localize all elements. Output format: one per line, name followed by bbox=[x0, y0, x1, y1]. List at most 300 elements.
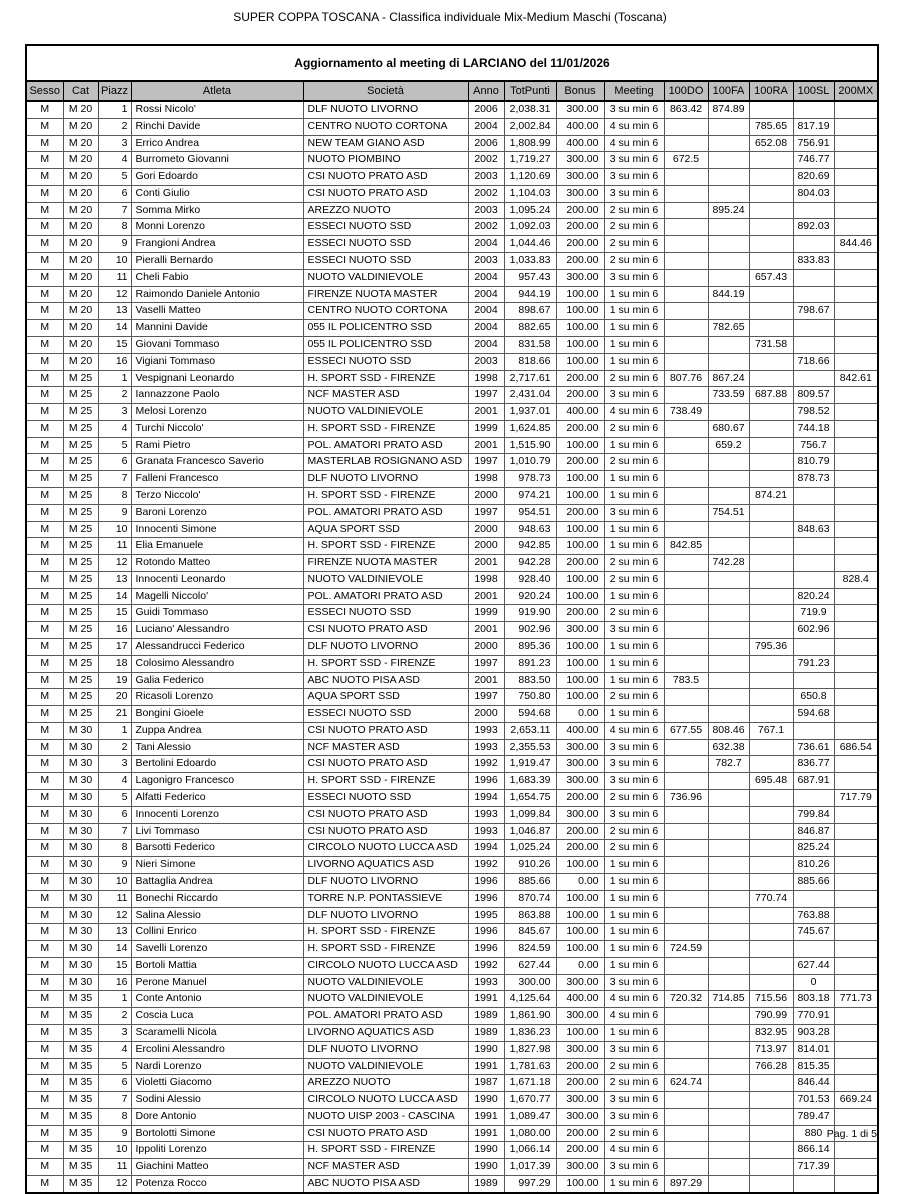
table-row bbox=[26, 588, 878, 605]
cell-100fa: 714.85 bbox=[708, 991, 749, 1008]
cell-100do bbox=[664, 873, 708, 890]
cell-bonus: 200.00 bbox=[556, 253, 604, 270]
cell-meeting: 4 su min 6 bbox=[604, 722, 664, 739]
cell-sesso: M bbox=[26, 487, 63, 504]
cell-bonus: 100.00 bbox=[556, 303, 604, 320]
cell-piazz: 5 bbox=[98, 169, 131, 186]
table-row bbox=[26, 185, 878, 202]
cell-bonus: 200.00 bbox=[556, 1058, 604, 1075]
cell-anno: 1990 bbox=[468, 1142, 504, 1159]
cell-piazz: 8 bbox=[98, 487, 131, 504]
column-header-100sl: 100SL bbox=[793, 81, 834, 101]
cell-bonus: 200.00 bbox=[556, 555, 604, 572]
cell-200mx bbox=[834, 169, 878, 186]
cell-100ra bbox=[749, 672, 793, 689]
cell-totpunti: 910.26 bbox=[504, 857, 556, 874]
cell-100sl: 810.26 bbox=[793, 857, 834, 874]
cell-bonus: 100.00 bbox=[556, 689, 604, 706]
cell-societ-: ESSECI NUOTO SSD bbox=[303, 605, 468, 622]
cell-200mx bbox=[834, 622, 878, 639]
cell-100sl bbox=[793, 1176, 834, 1193]
cell-societ-: NUOTO VALDINIEVOLE bbox=[303, 1058, 468, 1075]
cell-100fa bbox=[708, 219, 749, 236]
cell-200mx bbox=[834, 1075, 878, 1092]
cell-100fa bbox=[708, 303, 749, 320]
cell-totpunti: 895.36 bbox=[504, 639, 556, 656]
cell-cat: M 30 bbox=[63, 957, 98, 974]
cell-bonus: 0.00 bbox=[556, 873, 604, 890]
cell-anno: 2000 bbox=[468, 639, 504, 656]
table-row bbox=[26, 538, 878, 555]
cell-societ-: DLF NUOTO LIVORNO bbox=[303, 471, 468, 488]
cell-100sl: 763.88 bbox=[793, 907, 834, 924]
cell-100ra: 731.58 bbox=[749, 336, 793, 353]
cell-100do bbox=[664, 555, 708, 572]
cell-100do bbox=[664, 420, 708, 437]
cell-societ-: AREZZO NUOTO bbox=[303, 1075, 468, 1092]
cell-piazz: 6 bbox=[98, 185, 131, 202]
cell-meeting: 3 su min 6 bbox=[604, 1041, 664, 1058]
cell-sesso: M bbox=[26, 521, 63, 538]
cell-societ-: DLF NUOTO LIVORNO bbox=[303, 907, 468, 924]
table-row bbox=[26, 135, 878, 152]
cell-100sl: 833.83 bbox=[793, 253, 834, 270]
cell-atleta: Bortoli Mattia bbox=[131, 957, 303, 974]
cell-100ra bbox=[749, 739, 793, 756]
cell-100sl: 825.24 bbox=[793, 840, 834, 857]
cell-100do bbox=[664, 118, 708, 135]
cell-100ra bbox=[749, 236, 793, 253]
cell-100fa bbox=[708, 1142, 749, 1159]
cell-100do bbox=[664, 185, 708, 202]
cell-anno: 1992 bbox=[468, 756, 504, 773]
cell-societ-: FIRENZE NUOTA MASTER bbox=[303, 286, 468, 303]
cell-200mx: 717.79 bbox=[834, 790, 878, 807]
cell-atleta: Alessandrucci Federico bbox=[131, 639, 303, 656]
cell-100fa bbox=[708, 790, 749, 807]
cell-societ-: POL. AMATORI PRATO ASD bbox=[303, 504, 468, 521]
cell-anno: 1990 bbox=[468, 1092, 504, 1109]
cell-totpunti: 944.19 bbox=[504, 286, 556, 303]
cell-cat: M 30 bbox=[63, 924, 98, 941]
table-row bbox=[26, 1176, 878, 1193]
cell-sesso: M bbox=[26, 1108, 63, 1125]
cell-anno: 2001 bbox=[468, 404, 504, 421]
cell-100fa bbox=[708, 806, 749, 823]
cell-cat: M 25 bbox=[63, 454, 98, 471]
cell-100fa bbox=[708, 253, 749, 270]
cell-100sl bbox=[793, 101, 834, 118]
cell-100do bbox=[664, 1159, 708, 1176]
cell-sesso: M bbox=[26, 169, 63, 186]
table-subtitle: Aggiornamento al meeting di LARCIANO del 11/01/2026 bbox=[26, 45, 878, 81]
cell-100ra bbox=[749, 1159, 793, 1176]
column-header-anno: Anno bbox=[468, 81, 504, 101]
cell-atleta: Iannazzone Paolo bbox=[131, 387, 303, 404]
cell-100ra bbox=[749, 941, 793, 958]
cell-cat: M 35 bbox=[63, 1108, 98, 1125]
cell-200mx: 842.61 bbox=[834, 370, 878, 387]
cell-100fa bbox=[708, 857, 749, 874]
cell-sesso: M bbox=[26, 1075, 63, 1092]
cell-cat: M 20 bbox=[63, 269, 98, 286]
cell-200mx bbox=[834, 890, 878, 907]
cell-atleta: Frangioni Andrea bbox=[131, 236, 303, 253]
cell-100sl: 791.23 bbox=[793, 655, 834, 672]
cell-sesso: M bbox=[26, 420, 63, 437]
cell-cat: M 35 bbox=[63, 1075, 98, 1092]
cell-cat: M 35 bbox=[63, 1058, 98, 1075]
cell-meeting: 1 su min 6 bbox=[604, 890, 664, 907]
cell-societ-: AREZZO NUOTO bbox=[303, 202, 468, 219]
cell-anno: 2002 bbox=[468, 152, 504, 169]
cell-anno: 1999 bbox=[468, 605, 504, 622]
cell-societ-: CENTRO NUOTO CORTONA bbox=[303, 118, 468, 135]
cell-100ra bbox=[749, 1176, 793, 1193]
cell-cat: M 30 bbox=[63, 890, 98, 907]
cell-100do bbox=[664, 487, 708, 504]
cell-totpunti: 2,038.31 bbox=[504, 101, 556, 118]
cell-sesso: M bbox=[26, 253, 63, 270]
cell-cat: M 20 bbox=[63, 118, 98, 135]
cell-sesso: M bbox=[26, 739, 63, 756]
cell-bonus: 300.00 bbox=[556, 1008, 604, 1025]
cell-100do: 842.85 bbox=[664, 538, 708, 555]
table-row bbox=[26, 1075, 878, 1092]
cell-anno: 2004 bbox=[468, 336, 504, 353]
cell-atleta: Dore Antonio bbox=[131, 1108, 303, 1125]
cell-200mx bbox=[834, 722, 878, 739]
cell-societ-: MASTERLAB ROSIGNANO ASD bbox=[303, 454, 468, 471]
cell-100ra bbox=[749, 286, 793, 303]
cell-atleta: Rami Pietro bbox=[131, 437, 303, 454]
table-row bbox=[26, 118, 878, 135]
table-row bbox=[26, 941, 878, 958]
cell-100ra: 652.08 bbox=[749, 135, 793, 152]
cell-atleta: Innocenti Lorenzo bbox=[131, 806, 303, 823]
cell-sesso: M bbox=[26, 236, 63, 253]
cell-100do bbox=[664, 202, 708, 219]
cell-anno: 1993 bbox=[468, 823, 504, 840]
cell-sesso: M bbox=[26, 722, 63, 739]
cell-societ-: CSI NUOTO PRATO ASD bbox=[303, 823, 468, 840]
cell-bonus: 200.00 bbox=[556, 202, 604, 219]
cell-meeting: 3 su min 6 bbox=[604, 1108, 664, 1125]
column-header-100ra: 100RA bbox=[749, 81, 793, 101]
cell-100sl: 836.77 bbox=[793, 756, 834, 773]
cell-100do: 897.29 bbox=[664, 1176, 708, 1193]
table-row bbox=[26, 873, 878, 890]
cell-200mx bbox=[834, 588, 878, 605]
cell-piazz: 3 bbox=[98, 135, 131, 152]
cell-atleta: Rinchi Davide bbox=[131, 118, 303, 135]
cell-meeting: 3 su min 6 bbox=[604, 739, 664, 756]
column-header-piazz: Piazz bbox=[98, 81, 131, 101]
cell-meeting: 2 su min 6 bbox=[604, 454, 664, 471]
cell-sesso: M bbox=[26, 118, 63, 135]
cell-bonus: 100.00 bbox=[556, 672, 604, 689]
cell-piazz: 8 bbox=[98, 840, 131, 857]
cell-200mx bbox=[834, 773, 878, 790]
cell-meeting: 3 su min 6 bbox=[604, 269, 664, 286]
cell-totpunti: 919.90 bbox=[504, 605, 556, 622]
cell-100sl: 814.01 bbox=[793, 1041, 834, 1058]
cell-atleta: Lagonigro Francesco bbox=[131, 773, 303, 790]
cell-cat: M 25 bbox=[63, 387, 98, 404]
cell-100ra bbox=[749, 219, 793, 236]
cell-bonus: 200.00 bbox=[556, 454, 604, 471]
cell-meeting: 2 su min 6 bbox=[604, 420, 664, 437]
cell-piazz: 13 bbox=[98, 303, 131, 320]
cell-societ-: H. SPORT SSD - FIRENZE bbox=[303, 655, 468, 672]
cell-meeting: 3 su min 6 bbox=[604, 773, 664, 790]
cell-societ-: TORRE N.P. PONTASSIEVE bbox=[303, 890, 468, 907]
cell-atleta: Scaramelli Nicola bbox=[131, 1024, 303, 1041]
cell-anno: 1993 bbox=[468, 806, 504, 823]
cell-meeting: 1 su min 6 bbox=[604, 924, 664, 941]
cell-100do bbox=[664, 303, 708, 320]
cell-societ-: CSI NUOTO PRATO ASD bbox=[303, 722, 468, 739]
cell-100ra bbox=[749, 907, 793, 924]
cell-societ-: ESSECI NUOTO SSD bbox=[303, 253, 468, 270]
cell-totpunti: 1,095.24 bbox=[504, 202, 556, 219]
cell-cat: M 20 bbox=[63, 236, 98, 253]
cell-meeting: 1 su min 6 bbox=[604, 320, 664, 337]
cell-societ-: CSI NUOTO PRATO ASD bbox=[303, 169, 468, 186]
cell-societ-: CENTRO NUOTO CORTONA bbox=[303, 303, 468, 320]
cell-100do bbox=[664, 336, 708, 353]
table-row bbox=[26, 639, 878, 656]
cell-100fa: 874.89 bbox=[708, 101, 749, 118]
cell-100sl: 878.73 bbox=[793, 471, 834, 488]
cell-piazz: 2 bbox=[98, 387, 131, 404]
cell-totpunti: 1,017.39 bbox=[504, 1159, 556, 1176]
cell-200mx bbox=[834, 471, 878, 488]
cell-meeting: 1 su min 6 bbox=[604, 303, 664, 320]
cell-atleta: Somma Mirko bbox=[131, 202, 303, 219]
cell-piazz: 15 bbox=[98, 957, 131, 974]
cell-100fa bbox=[708, 538, 749, 555]
cell-100sl bbox=[793, 202, 834, 219]
cell-bonus: 200.00 bbox=[556, 370, 604, 387]
cell-100sl: 701.53 bbox=[793, 1092, 834, 1109]
cell-anno: 1996 bbox=[468, 890, 504, 907]
cell-societ-: 055 IL POLICENTRO SSD bbox=[303, 336, 468, 353]
cell-200mx: 844.46 bbox=[834, 236, 878, 253]
cell-100fa: 754.51 bbox=[708, 504, 749, 521]
cell-atleta: Luciano' Alessandro bbox=[131, 622, 303, 639]
cell-200mx bbox=[834, 387, 878, 404]
cell-totpunti: 1,808.99 bbox=[504, 135, 556, 152]
cell-100fa: 895.24 bbox=[708, 202, 749, 219]
cell-meeting: 1 su min 6 bbox=[604, 538, 664, 555]
cell-200mx bbox=[834, 857, 878, 874]
cell-anno: 2001 bbox=[468, 555, 504, 572]
cell-societ-: POL. AMATORI PRATO ASD bbox=[303, 1008, 468, 1025]
cell-totpunti: 4,125.64 bbox=[504, 991, 556, 1008]
cell-100fa bbox=[708, 1108, 749, 1125]
cell-100sl bbox=[793, 487, 834, 504]
cell-anno: 1993 bbox=[468, 974, 504, 991]
cell-societ-: H. SPORT SSD - FIRENZE bbox=[303, 370, 468, 387]
cell-piazz: 9 bbox=[98, 236, 131, 253]
page-title: SUPER COPPA TOSCANA - Classifica individuale Mix-Medium Maschi (Toscana) bbox=[233, 10, 667, 24]
table-row bbox=[26, 454, 878, 471]
cell-100sl: 756.91 bbox=[793, 135, 834, 152]
cell-100fa bbox=[708, 185, 749, 202]
cell-atleta: Tani Alessio bbox=[131, 739, 303, 756]
cell-atleta: Ercolini Alessandro bbox=[131, 1041, 303, 1058]
cell-100sl bbox=[793, 504, 834, 521]
cell-societ-: ESSECI NUOTO SSD bbox=[303, 219, 468, 236]
cell-200mx bbox=[834, 118, 878, 135]
cell-totpunti: 870.74 bbox=[504, 890, 556, 907]
cell-200mx bbox=[834, 907, 878, 924]
cell-sesso: M bbox=[26, 471, 63, 488]
cell-meeting: 3 su min 6 bbox=[604, 622, 664, 639]
table-row bbox=[26, 1142, 878, 1159]
cell-atleta: Savelli Lorenzo bbox=[131, 941, 303, 958]
cell-meeting: 2 su min 6 bbox=[604, 555, 664, 572]
cell-bonus: 200.00 bbox=[556, 219, 604, 236]
cell-piazz: 18 bbox=[98, 655, 131, 672]
cell-piazz: 15 bbox=[98, 605, 131, 622]
cell-cat: M 20 bbox=[63, 353, 98, 370]
cell-cat: M 25 bbox=[63, 622, 98, 639]
cell-100fa bbox=[708, 655, 749, 672]
table-row bbox=[26, 806, 878, 823]
cell-societ-: FIRENZE NUOTA MASTER bbox=[303, 555, 468, 572]
cell-piazz: 3 bbox=[98, 404, 131, 421]
cell-anno: 2001 bbox=[468, 437, 504, 454]
cell-100ra: 766.28 bbox=[749, 1058, 793, 1075]
cell-cat: M 25 bbox=[63, 588, 98, 605]
cell-bonus: 200.00 bbox=[556, 420, 604, 437]
cell-200mx bbox=[834, 1041, 878, 1058]
cell-100ra: 832.95 bbox=[749, 1024, 793, 1041]
cell-bonus: 200.00 bbox=[556, 504, 604, 521]
cell-anno: 2004 bbox=[468, 118, 504, 135]
cell-100ra bbox=[749, 253, 793, 270]
cell-100sl bbox=[793, 555, 834, 572]
cell-bonus: 100.00 bbox=[556, 471, 604, 488]
cell-totpunti: 1,515.90 bbox=[504, 437, 556, 454]
cell-100ra bbox=[749, 555, 793, 572]
cell-200mx bbox=[834, 689, 878, 706]
cell-200mx bbox=[834, 504, 878, 521]
cell-totpunti: 928.40 bbox=[504, 571, 556, 588]
cell-200mx bbox=[834, 1108, 878, 1125]
cell-totpunti: 1,025.24 bbox=[504, 840, 556, 857]
cell-meeting: 1 su min 6 bbox=[604, 437, 664, 454]
cell-100do bbox=[664, 1041, 708, 1058]
cell-100sl: 798.52 bbox=[793, 404, 834, 421]
cell-meeting: 3 su min 6 bbox=[604, 756, 664, 773]
cell-meeting: 4 su min 6 bbox=[604, 118, 664, 135]
cell-100sl: 602.96 bbox=[793, 622, 834, 639]
cell-totpunti: 1,089.47 bbox=[504, 1108, 556, 1125]
table-row bbox=[26, 672, 878, 689]
cell-cat: M 20 bbox=[63, 320, 98, 337]
cell-100fa bbox=[708, 169, 749, 186]
cell-meeting: 3 su min 6 bbox=[604, 152, 664, 169]
cell-totpunti: 831.58 bbox=[504, 336, 556, 353]
cell-piazz: 8 bbox=[98, 219, 131, 236]
cell-atleta: Guidi Tommaso bbox=[131, 605, 303, 622]
cell-200mx bbox=[834, 756, 878, 773]
cell-totpunti: 891.23 bbox=[504, 655, 556, 672]
cell-atleta: Vespignani Leonardo bbox=[131, 370, 303, 387]
cell-anno: 2003 bbox=[468, 253, 504, 270]
cell-anno: 1999 bbox=[468, 420, 504, 437]
cell-100do bbox=[664, 907, 708, 924]
cell-100do bbox=[664, 1108, 708, 1125]
cell-atleta: Livi Tommaso bbox=[131, 823, 303, 840]
cell-societ-: DLF NUOTO LIVORNO bbox=[303, 873, 468, 890]
cell-200mx bbox=[834, 185, 878, 202]
cell-bonus: 200.00 bbox=[556, 1075, 604, 1092]
cell-100fa: 782.7 bbox=[708, 756, 749, 773]
cell-bonus: 100.00 bbox=[556, 286, 604, 303]
cell-bonus: 300.00 bbox=[556, 773, 604, 790]
cell-piazz: 6 bbox=[98, 806, 131, 823]
cell-anno: 1996 bbox=[468, 773, 504, 790]
cell-cat: M 20 bbox=[63, 135, 98, 152]
cell-atleta: Nardi Lorenzo bbox=[131, 1058, 303, 1075]
cell-200mx bbox=[834, 873, 878, 890]
cell-meeting: 1 su min 6 bbox=[604, 588, 664, 605]
cell-100ra bbox=[749, 169, 793, 186]
cell-200mx bbox=[834, 286, 878, 303]
cell-societ-: CSI NUOTO PRATO ASD bbox=[303, 185, 468, 202]
cell-100ra bbox=[749, 538, 793, 555]
cell-100sl: 798.67 bbox=[793, 303, 834, 320]
cell-totpunti: 1,044.46 bbox=[504, 236, 556, 253]
cell-100fa: 632.38 bbox=[708, 739, 749, 756]
cell-societ-: NUOTO VALDINIEVOLE bbox=[303, 974, 468, 991]
cell-sesso: M bbox=[26, 957, 63, 974]
cell-200mx bbox=[834, 336, 878, 353]
cell-anno: 1991 bbox=[468, 1058, 504, 1075]
cell-meeting: 1 su min 6 bbox=[604, 857, 664, 874]
cell-atleta: Rossi Nicolo' bbox=[131, 101, 303, 118]
cell-cat: M 25 bbox=[63, 471, 98, 488]
cell-100do bbox=[664, 957, 708, 974]
cell-cat: M 25 bbox=[63, 504, 98, 521]
cell-atleta: Raimondo Daniele Antonio bbox=[131, 286, 303, 303]
classification-table bbox=[25, 44, 879, 1194]
cell-100fa bbox=[708, 689, 749, 706]
cell-anno: 1997 bbox=[468, 387, 504, 404]
cell-cat: M 25 bbox=[63, 672, 98, 689]
cell-cat: M 25 bbox=[63, 639, 98, 656]
cell-anno: 1990 bbox=[468, 1159, 504, 1176]
cell-totpunti: 1,827.98 bbox=[504, 1041, 556, 1058]
cell-atleta: Turchi Niccolo' bbox=[131, 420, 303, 437]
cell-sesso: M bbox=[26, 571, 63, 588]
table-row bbox=[26, 303, 878, 320]
cell-anno: 2006 bbox=[468, 101, 504, 118]
cell-piazz: 4 bbox=[98, 152, 131, 169]
cell-200mx bbox=[834, 823, 878, 840]
cell-100ra bbox=[749, 1142, 793, 1159]
cell-anno: 1992 bbox=[468, 957, 504, 974]
cell-100fa bbox=[708, 487, 749, 504]
cell-totpunti: 997.29 bbox=[504, 1176, 556, 1193]
cell-100ra bbox=[749, 420, 793, 437]
table-row bbox=[26, 924, 878, 941]
cell-atleta: Perone Manuel bbox=[131, 974, 303, 991]
